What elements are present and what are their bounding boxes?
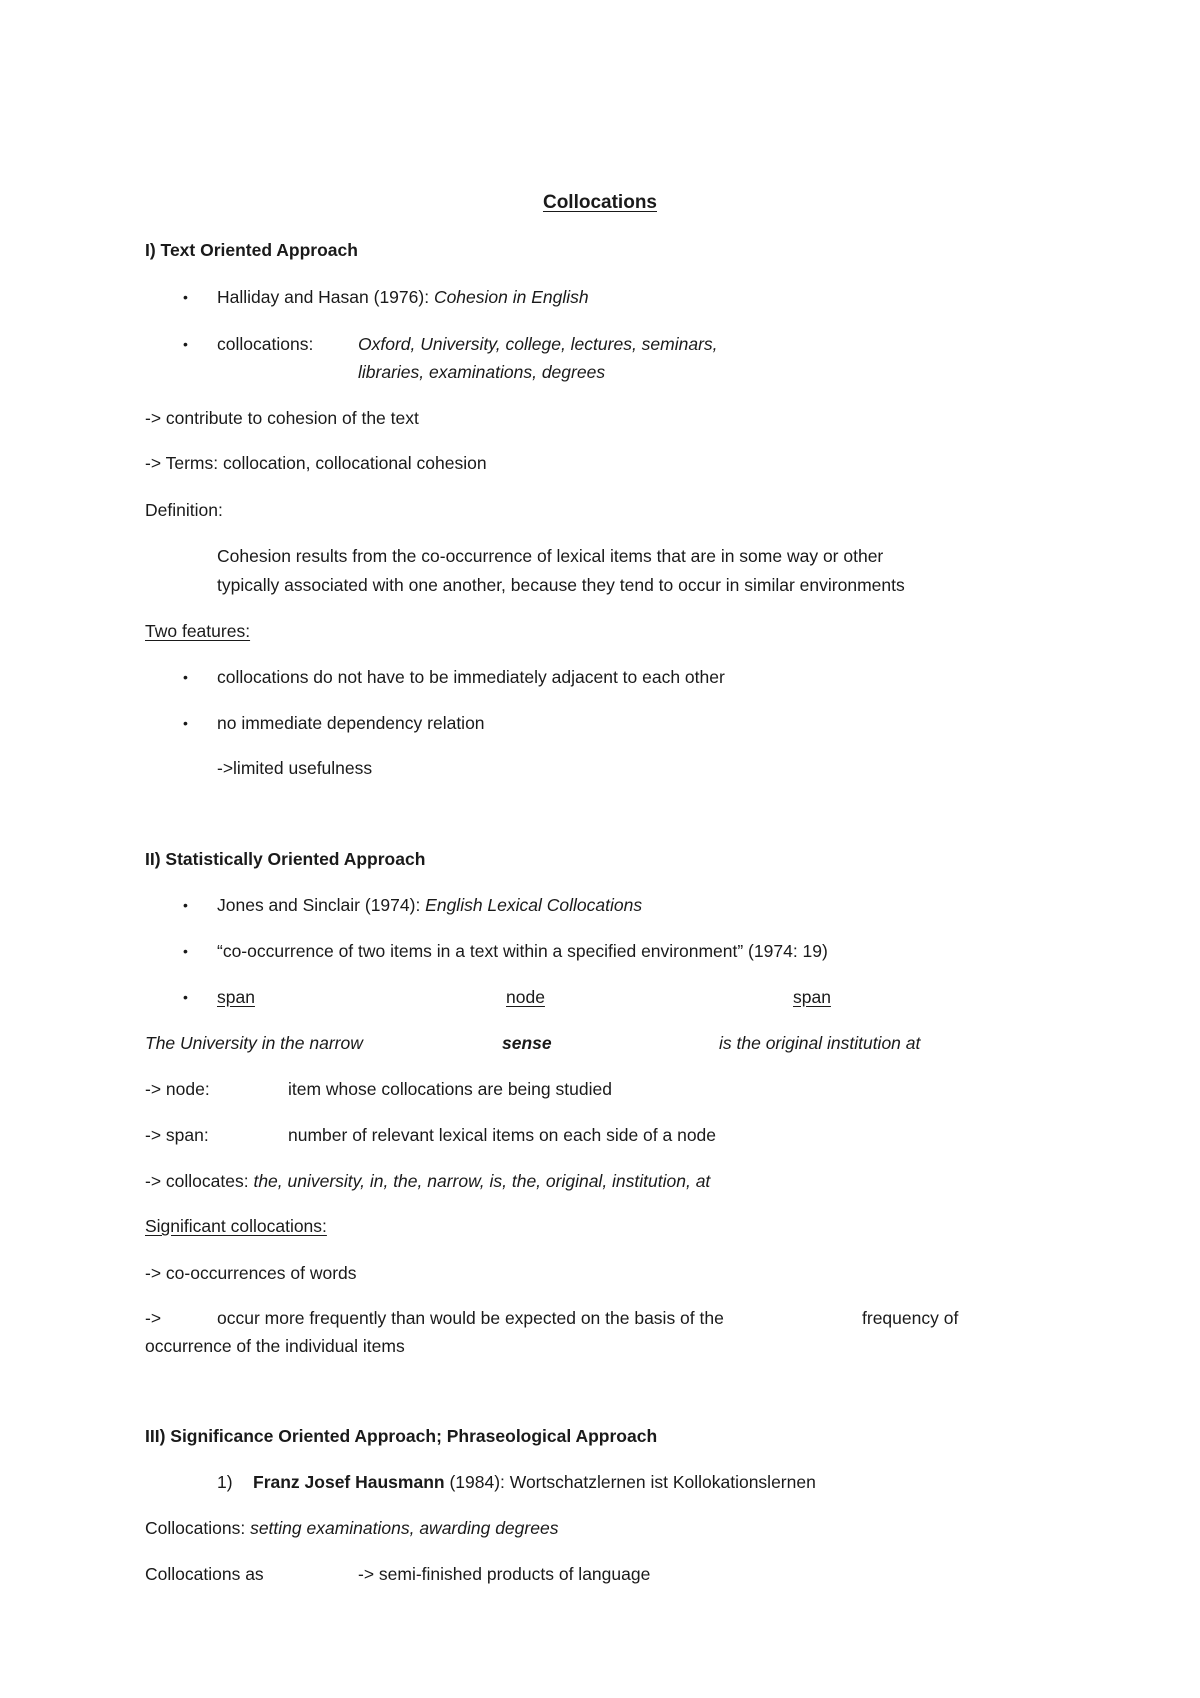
- collocates-line: [145, 1170, 710, 1192]
- s3-collocations-as-text: -> semi-finished products of language: [358, 1564, 651, 1584]
- significant-point-2-text: occur more frequently than would be expected on the basis of the: [217, 1308, 724, 1328]
- s3-collocations-as-label: Collocations as: [145, 1564, 264, 1584]
- definition-line-1: Cohesion results from the co-occurrence of lexical items that are in some way or other: [217, 546, 884, 566]
- bullet-icon: •: [183, 715, 188, 731]
- page-title: Collocations: [542, 192, 657, 213]
- example-left-context: The University in the narrow: [145, 1033, 363, 1053]
- section-2-heading: II) Statistically Oriented Approach: [145, 849, 426, 869]
- bullet-icon: •: [183, 289, 188, 305]
- feature-arrow: ->limited usefulness: [217, 758, 373, 778]
- s2-bullet-2-quote: “co-occurrence of two items in a text within a specified environment” (1974: 19): [217, 941, 828, 961]
- bullet-icon: •: [183, 989, 188, 1005]
- node-label: node: [506, 987, 545, 1007]
- feature-1: collocations do not have to be immediately adjacent to each other: [217, 667, 725, 687]
- s3-collocations-line: [145, 1517, 558, 1539]
- s3-item-author: Franz Josef Hausmann: [253, 1472, 445, 1492]
- definition-line-2: typically associated with one another, because they tend to occur in similar environments: [217, 575, 905, 595]
- collocates-list: the, university, in, the, narrow, is, the, original, institution, at: [253, 1171, 711, 1191]
- s3-collocations-examples: setting examinations, awarding degrees: [250, 1518, 559, 1538]
- example-node-word: sense: [502, 1033, 552, 1053]
- definition-label: Definition:: [145, 500, 223, 520]
- span-label-left: span: [217, 987, 255, 1007]
- node-definition-text: item whose collocations are being studied: [288, 1079, 612, 1099]
- span-label-right: span: [793, 987, 831, 1007]
- span-definition-label: -> span:: [145, 1125, 209, 1145]
- significant-point-2-arrow: ->: [145, 1308, 162, 1328]
- s2-bullet-1-text: Jones and Sinclair (1974):: [217, 895, 426, 915]
- s1-bullet-2-list-line1: Oxford, University, college, lectures, seminars,: [358, 334, 718, 354]
- s1-arrow-2: -> Terms: collocation, collocational cohesion: [145, 453, 487, 473]
- s3-collocations-label: Collocations:: [145, 1518, 251, 1538]
- significant-point-2-end: frequency of: [862, 1308, 959, 1328]
- s2-bullet-1: [217, 894, 642, 916]
- s1-bullet-2-list-line2: libraries, examinations, degrees: [358, 362, 606, 382]
- s3-item-1: [253, 1471, 816, 1493]
- s1-bullet-1-title: Cohesion in English: [433, 287, 589, 307]
- s1-bullet-1-text: Halliday and Hasan (1976):: [217, 287, 434, 307]
- collocates-label: -> collocates:: [145, 1171, 254, 1191]
- section-1-heading: I) Text Oriented Approach: [145, 240, 358, 260]
- bullet-icon: •: [183, 669, 188, 685]
- two-features-label: Two features:: [145, 621, 251, 641]
- bullet-icon: •: [183, 336, 188, 352]
- significant-point-1: -> co-occurrences of words: [145, 1263, 357, 1283]
- s1-arrow-1: -> contribute to cohesion of the text: [145, 408, 419, 428]
- s2-bullet-1-title: English Lexical Collocations: [425, 895, 643, 915]
- s1-bullet-1: [217, 286, 589, 308]
- bullet-icon: •: [183, 897, 188, 913]
- s3-item-rest: (1984): Wortschatzlernen ist Kollokationslernen: [444, 1472, 816, 1492]
- significant-point-2-line2: occurrence of the individual items: [145, 1336, 405, 1356]
- s1-bullet-2-label: collocations:: [217, 334, 314, 354]
- feature-2: no immediate dependency relation: [217, 713, 485, 733]
- span-definition-text: number of relevant lexical items on each side of a node: [288, 1125, 717, 1145]
- section-3-heading: III) Significance Oriented Approach; Phraseological Approach: [145, 1426, 658, 1446]
- node-definition-label: -> node:: [145, 1079, 210, 1099]
- example-right-context: is the original institution at: [719, 1033, 921, 1053]
- s3-item-number: 1): [217, 1472, 233, 1492]
- significant-collocations-label: Significant collocations:: [145, 1216, 327, 1236]
- bullet-icon: •: [183, 943, 188, 959]
